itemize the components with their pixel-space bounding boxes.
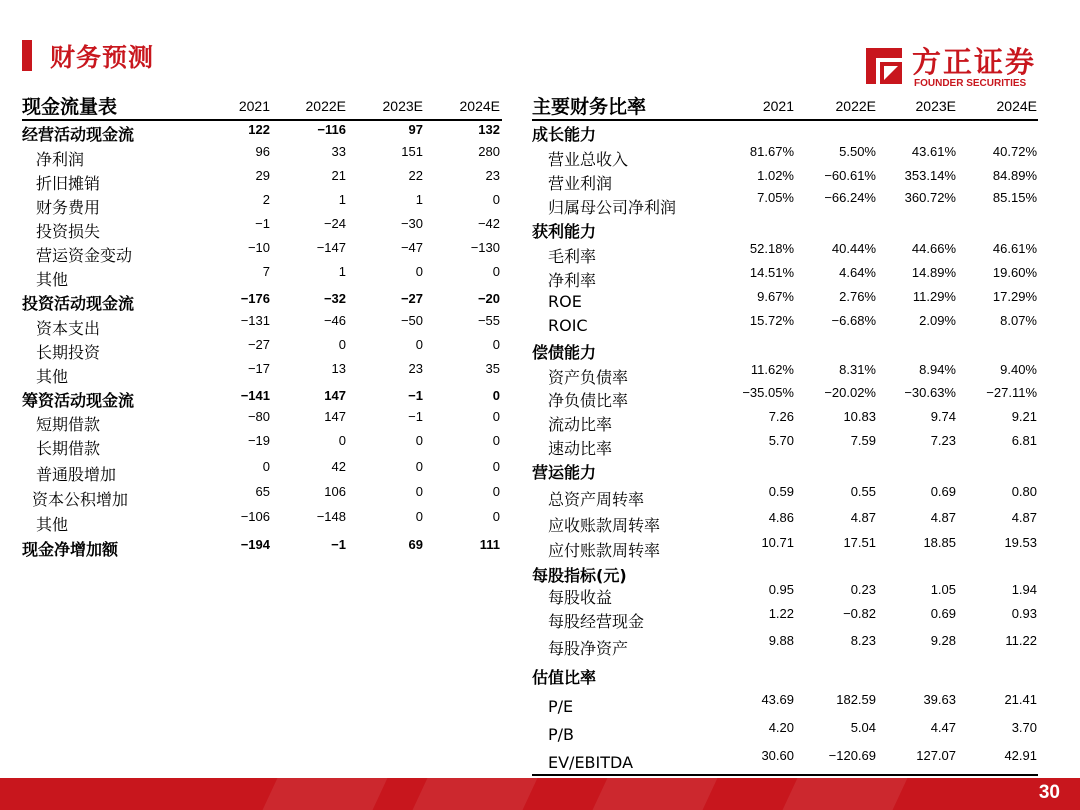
ratio-cell: 11.22 [1005, 633, 1037, 648]
cashflow-row [22, 459, 502, 486]
ratio-row [532, 606, 1038, 633]
cashflow-cell: 29 [255, 168, 270, 183]
ratio-cell: −60.61% [824, 168, 876, 183]
ratio-cell: 8.31% [839, 362, 876, 377]
ratio-cell: −120.69 [828, 748, 876, 763]
ratio-row [532, 535, 1038, 562]
ratio-cell: 127.07 [916, 748, 956, 763]
ratio-cell: 17.51 [843, 535, 876, 550]
cashflow-row-label: 营运资金变动 [36, 246, 133, 265]
ratio-col-2021: 2021 [762, 98, 794, 114]
ratio-cell: 182.59 [836, 692, 876, 707]
cashflow-row [22, 361, 502, 388]
ratio-col-2023e: 2023E [915, 98, 956, 114]
ratio-cell: 0.69 [930, 606, 956, 621]
ratio-cell: 0.55 [850, 484, 876, 499]
ratio-cell: 84.89% [992, 168, 1037, 183]
ratio-cell: 0.59 [768, 484, 794, 499]
ratio-cell: 4.87 [850, 510, 876, 525]
cashflow-cell: −20 [477, 291, 500, 306]
ratio-cell: 7.05% [757, 190, 794, 205]
ratio-row-label: 资产负债率 [548, 368, 629, 387]
ratio-row [532, 692, 1038, 721]
ratio-cell: 7.59 [850, 433, 876, 448]
cashflow-cell: 122 [248, 122, 270, 137]
cashflow-cell: 1 [338, 192, 346, 207]
cashflow-cell: 42 [331, 459, 346, 474]
cashflow-cell: 0 [415, 509, 423, 524]
ratio-row-label: 营业利润 [548, 174, 613, 193]
ratio-row-label: P/B [548, 725, 575, 744]
cashflow-cell: −147 [316, 240, 346, 255]
ratio-col-2024e: 2024E [996, 98, 1037, 114]
cashflow-row-label: 长期借款 [36, 439, 101, 458]
cashflow-cell: 97 [408, 122, 423, 137]
ratio-cell: −66.24% [824, 190, 876, 205]
cashflow-row [22, 291, 502, 315]
cashflow-cell: −27 [247, 337, 270, 352]
ratio-cell: 4.47 [930, 720, 956, 735]
ratio-cell: 1.05 [930, 582, 956, 597]
ratio-cell: 46.61% [992, 241, 1037, 256]
ratio-cell: 0.23 [850, 582, 876, 597]
ratio-cell: −27.11% [986, 385, 1037, 400]
ratio-cell: −30.63% [904, 385, 956, 400]
cashflow-cell: 33 [331, 144, 346, 159]
page-number: 30 [1038, 782, 1060, 803]
cashflow-row-label: 资本公积增加 [32, 490, 129, 509]
ratio-cell: 7.26 [768, 409, 794, 424]
ratio-cell: 42.91 [1004, 748, 1037, 763]
ratio-cell: 14.89% [911, 265, 956, 280]
ratio-cell: 81.67% [749, 144, 794, 159]
cashflow-cell: 96 [255, 144, 270, 159]
ratio-row-label: 每股收益 [548, 588, 613, 607]
cashflow-cell: −17 [247, 361, 270, 376]
cashflow-row-label: 长期投资 [36, 343, 101, 362]
ratio-cell: 15.72% [749, 313, 794, 328]
ratio-cell: 9.74 [930, 409, 956, 424]
ratio-cell: 85.15% [992, 190, 1037, 205]
ratio-row-label: 营运能力 [532, 463, 597, 482]
ratio-cell: 4.20 [768, 720, 794, 735]
cashflow-row-label: 其他 [36, 367, 69, 386]
ratio-cell: 353.14% [904, 168, 956, 183]
cashflow-cell: −116 [317, 122, 346, 137]
ratio-row-label: ROIC [548, 316, 588, 335]
cashflow-cell: 35 [485, 361, 500, 376]
cashflow-cell: 151 [401, 144, 423, 159]
ratio-cell: 8.23 [850, 633, 876, 648]
ratio-row [532, 219, 1038, 243]
cashflow-cell: −1 [408, 409, 423, 424]
ratio-cell: 11.62% [750, 362, 794, 377]
cashflow-cell: 23 [408, 361, 423, 376]
cashflow-row-label: 短期借款 [36, 415, 101, 434]
cashflow-cell: −106 [240, 509, 270, 524]
ratio-cell: 0.80 [1011, 484, 1037, 499]
cashflow-row-label: 其他 [36, 515, 69, 534]
ratio-cell: 30.60 [761, 748, 794, 763]
cashflow-cell: 65 [255, 484, 270, 499]
logo-en-text: FOUNDER SECURITIES [914, 78, 1027, 89]
ratio-cell: 0.69 [930, 484, 956, 499]
cashflow-cell: −1 [255, 216, 270, 231]
ratio-cell: 1.94 [1011, 582, 1037, 597]
ratio-cell: 39.63 [923, 692, 956, 707]
ratio-table-header [532, 92, 1038, 121]
ratio-row-label: 估值比率 [532, 668, 597, 687]
footer-stripe [413, 778, 538, 810]
cashflow-cell: 147 [324, 388, 346, 403]
ratio-row [532, 433, 1038, 460]
ratio-cell: 1.22 [768, 606, 794, 621]
cashflow-row [22, 509, 502, 536]
ratio-cell: 21.41 [1004, 692, 1037, 707]
ratio-cell: 4.86 [768, 510, 794, 525]
ratio-cell: −20.02% [824, 385, 876, 400]
cashflow-cell: 280 [478, 144, 500, 159]
cashflow-table-title: 现金流量表 [22, 96, 118, 118]
cashflow-cell: 1 [415, 192, 423, 207]
cashflow-cell: 0 [338, 337, 346, 352]
ratio-row-label: 应付账款周转率 [548, 541, 661, 560]
cashflow-cell: −80 [247, 409, 270, 424]
cashflow-cell: 0 [415, 459, 423, 474]
cashflow-cell: −1 [331, 537, 346, 552]
cashflow-row-label: 现金净增加额 [22, 540, 119, 559]
ratio-row [532, 720, 1038, 749]
slide-title-bar [22, 40, 32, 71]
cashflow-col-2023e: 2023E [382, 98, 423, 114]
ratio-row-label: 每股经营现金 [548, 612, 645, 631]
ratio-cell: 18.85 [923, 535, 956, 550]
cashflow-cell: 0 [492, 509, 500, 524]
ratio-cell: 44.66% [911, 241, 956, 256]
ratio-row [532, 190, 1038, 219]
cashflow-cell: 0 [492, 409, 500, 424]
ratio-cell: 6.81 [1011, 433, 1037, 448]
cashflow-cell: 147 [324, 409, 346, 424]
ratio-row-label: 每股净资产 [548, 639, 629, 658]
ratio-cell: 9.88 [768, 633, 794, 648]
ratio-row-label: 偿债能力 [532, 343, 597, 362]
cashflow-cell: −176 [240, 291, 270, 306]
ratio-row-label: 毛利率 [548, 247, 597, 266]
cashflow-cell: 106 [324, 484, 346, 499]
ratio-cell: 360.72% [904, 190, 956, 205]
cashflow-cell: −30 [400, 216, 423, 231]
cashflow-row [22, 122, 502, 146]
ratio-cell: −35.05% [742, 385, 794, 400]
founder-logo [862, 40, 1042, 92]
ratio-cell: 5.50% [839, 144, 876, 159]
cashflow-cell: −194 [240, 537, 270, 552]
ratio-row-label: 每股指标(元) [532, 566, 627, 585]
cashflow-cell: −1 [408, 388, 423, 403]
cashflow-row-label: 其他 [36, 270, 69, 289]
ratio-cell: 43.69 [761, 692, 794, 707]
ratio-cell: −0.82 [843, 606, 876, 621]
cashflow-cell: 0 [492, 264, 500, 279]
ratio-table-title: 主要财务比率 [532, 96, 647, 118]
cashflow-cell: −42 [477, 216, 500, 231]
founder-logo-icon [862, 44, 906, 88]
ratio-cell: 14.51% [749, 265, 794, 280]
cashflow-table [22, 92, 502, 559]
ratio-row-label: ROE [548, 292, 582, 311]
cashflow-cell: −131 [240, 313, 270, 328]
ratio-cell: 0.93 [1011, 606, 1037, 621]
ratio-cell: 5.04 [850, 720, 876, 735]
cashflow-cell: 0 [415, 433, 423, 448]
cashflow-table-header [22, 92, 502, 121]
cashflow-cell: −148 [316, 509, 346, 524]
cashflow-cell: 22 [408, 168, 423, 183]
ratio-row [532, 633, 1038, 660]
ratio-cell: 4.87 [930, 510, 956, 525]
footer-bar [0, 778, 1080, 810]
ratio-row-label: EV/EBITDA [548, 753, 634, 772]
ratio-cell: 4.87 [1011, 510, 1037, 525]
ratio-cell: 8.07% [1000, 313, 1037, 328]
cashflow-cell: 1 [338, 264, 346, 279]
ratio-cell: 19.53 [1004, 535, 1037, 550]
cashflow-cell: 0 [415, 264, 423, 279]
cashflow-cell: 132 [478, 122, 500, 137]
cashflow-cell: −141 [240, 388, 270, 403]
slide-title: 财务预测 [50, 43, 155, 72]
ratio-cell: 2.76% [839, 289, 876, 304]
ratio-row-label: 营业总收入 [548, 150, 629, 169]
cashflow-cell: 2 [262, 192, 270, 207]
cashflow-col-2022e: 2022E [305, 98, 346, 114]
ratio-cell: 19.60% [992, 265, 1037, 280]
cashflow-cell: −24 [323, 216, 346, 231]
cashflow-cell: 0 [492, 337, 500, 352]
cashflow-row [22, 264, 502, 291]
cashflow-cell: −47 [400, 240, 423, 255]
ratio-row-label: 速动比率 [548, 439, 613, 458]
ratio-cell: 40.72% [992, 144, 1037, 159]
cashflow-cell: 0 [262, 459, 270, 474]
cashflow-row-label: 普通股增加 [36, 465, 117, 484]
ratio-cell: 7.23 [930, 433, 956, 448]
ratio-cell: 10.83 [843, 409, 876, 424]
footer-stripe [593, 778, 718, 810]
cashflow-cell: 0 [338, 433, 346, 448]
cashflow-row [22, 433, 502, 460]
cashflow-cell: −32 [323, 291, 346, 306]
cashflow-cell: 111 [479, 537, 500, 552]
ratio-cell: 17.29% [992, 289, 1037, 304]
logo-cn-text: 方正证券 [912, 45, 1037, 79]
ratio-cell: 9.21 [1011, 409, 1037, 424]
ratio-table [532, 92, 1038, 772]
ratio-row-label: 获利能力 [532, 222, 597, 241]
ratio-cell: 8.94% [919, 362, 956, 377]
ratio-row [532, 484, 1038, 511]
cashflow-cell: 69 [408, 537, 423, 552]
cashflow-cell: −130 [470, 240, 500, 255]
cashflow-cell: −10 [247, 240, 270, 255]
ratio-cell: 40.44% [831, 241, 876, 256]
ratio-cell: −6.68% [831, 313, 876, 328]
ratio-row-label: 成长能力 [532, 125, 597, 144]
footer-stripe [783, 778, 908, 810]
ratio-cell: 4.64% [839, 265, 876, 280]
ratio-row-label: 净负债比率 [548, 391, 629, 410]
ratio-row [532, 122, 1038, 146]
ratio-table-bottom-rule [532, 774, 1038, 776]
ratio-cell: 9.28 [930, 633, 956, 648]
cashflow-row-label: 投资损失 [36, 222, 101, 241]
cashflow-cell: 0 [492, 484, 500, 499]
footer-stripe [263, 778, 388, 810]
cashflow-row [22, 537, 502, 561]
cashflow-cell: 7 [262, 264, 270, 279]
ratio-row [532, 510, 1038, 537]
cashflow-cell: 0 [492, 459, 500, 474]
ratio-row [532, 313, 1038, 340]
ratio-col-2022e: 2022E [835, 98, 876, 114]
ratio-cell: 0.95 [768, 582, 794, 597]
cashflow-row-label: 投资活动现金流 [22, 294, 135, 313]
cashflow-row-label: 净利润 [36, 150, 85, 169]
cashflow-col-2024e: 2024E [459, 98, 500, 114]
ratio-row [532, 460, 1038, 484]
cashflow-cell: 0 [415, 484, 423, 499]
cashflow-row-label: 财务费用 [36, 198, 101, 217]
ratio-cell: 10.71 [761, 535, 794, 550]
ratio-row-label: 流动比率 [548, 415, 613, 434]
ratio-row [532, 340, 1038, 364]
cashflow-cell: 0 [492, 433, 500, 448]
cashflow-cell: −50 [400, 313, 423, 328]
cashflow-cell: 0 [415, 337, 423, 352]
cashflow-cell: −19 [247, 433, 270, 448]
cashflow-cell: 21 [331, 168, 346, 183]
ratio-row-label: 归属母公司净利润 [548, 198, 677, 217]
cashflow-cell: −55 [477, 313, 500, 328]
cashflow-row-label: 经营活动现金流 [22, 125, 135, 144]
cashflow-cell: 23 [485, 168, 500, 183]
ratio-cell: 1.02% [757, 168, 794, 183]
cashflow-row [22, 484, 502, 511]
ratio-cell: 3.70 [1011, 720, 1037, 735]
cashflow-cell: 0 [492, 388, 500, 403]
ratio-row-label: 总资产周转率 [548, 490, 645, 509]
cashflow-cell: −46 [323, 313, 346, 328]
cashflow-cell: 13 [331, 361, 346, 376]
ratio-row-label: P/E [548, 697, 574, 716]
ratio-cell: 11.29% [912, 289, 956, 304]
ratio-cell: 2.09% [919, 313, 956, 328]
cashflow-col-2021: 2021 [238, 98, 270, 114]
cashflow-cell: −27 [400, 291, 423, 306]
cashflow-cell: 0 [492, 192, 500, 207]
cashflow-row-label: 筹资活动现金流 [22, 391, 135, 410]
cashflow-row-label: 折旧摊销 [36, 174, 101, 193]
ratio-cell: 9.67% [757, 289, 794, 304]
cashflow-row-label: 资本支出 [36, 319, 101, 338]
ratio-row-label: 应收账款周转率 [548, 516, 661, 535]
ratio-row-label: 净利率 [548, 271, 597, 290]
ratio-cell: 5.70 [768, 433, 794, 448]
ratio-cell: 43.61% [911, 144, 956, 159]
ratio-cell: 52.18% [749, 241, 794, 256]
ratio-cell: 9.40% [1000, 362, 1037, 377]
ratio-row [532, 665, 1038, 689]
